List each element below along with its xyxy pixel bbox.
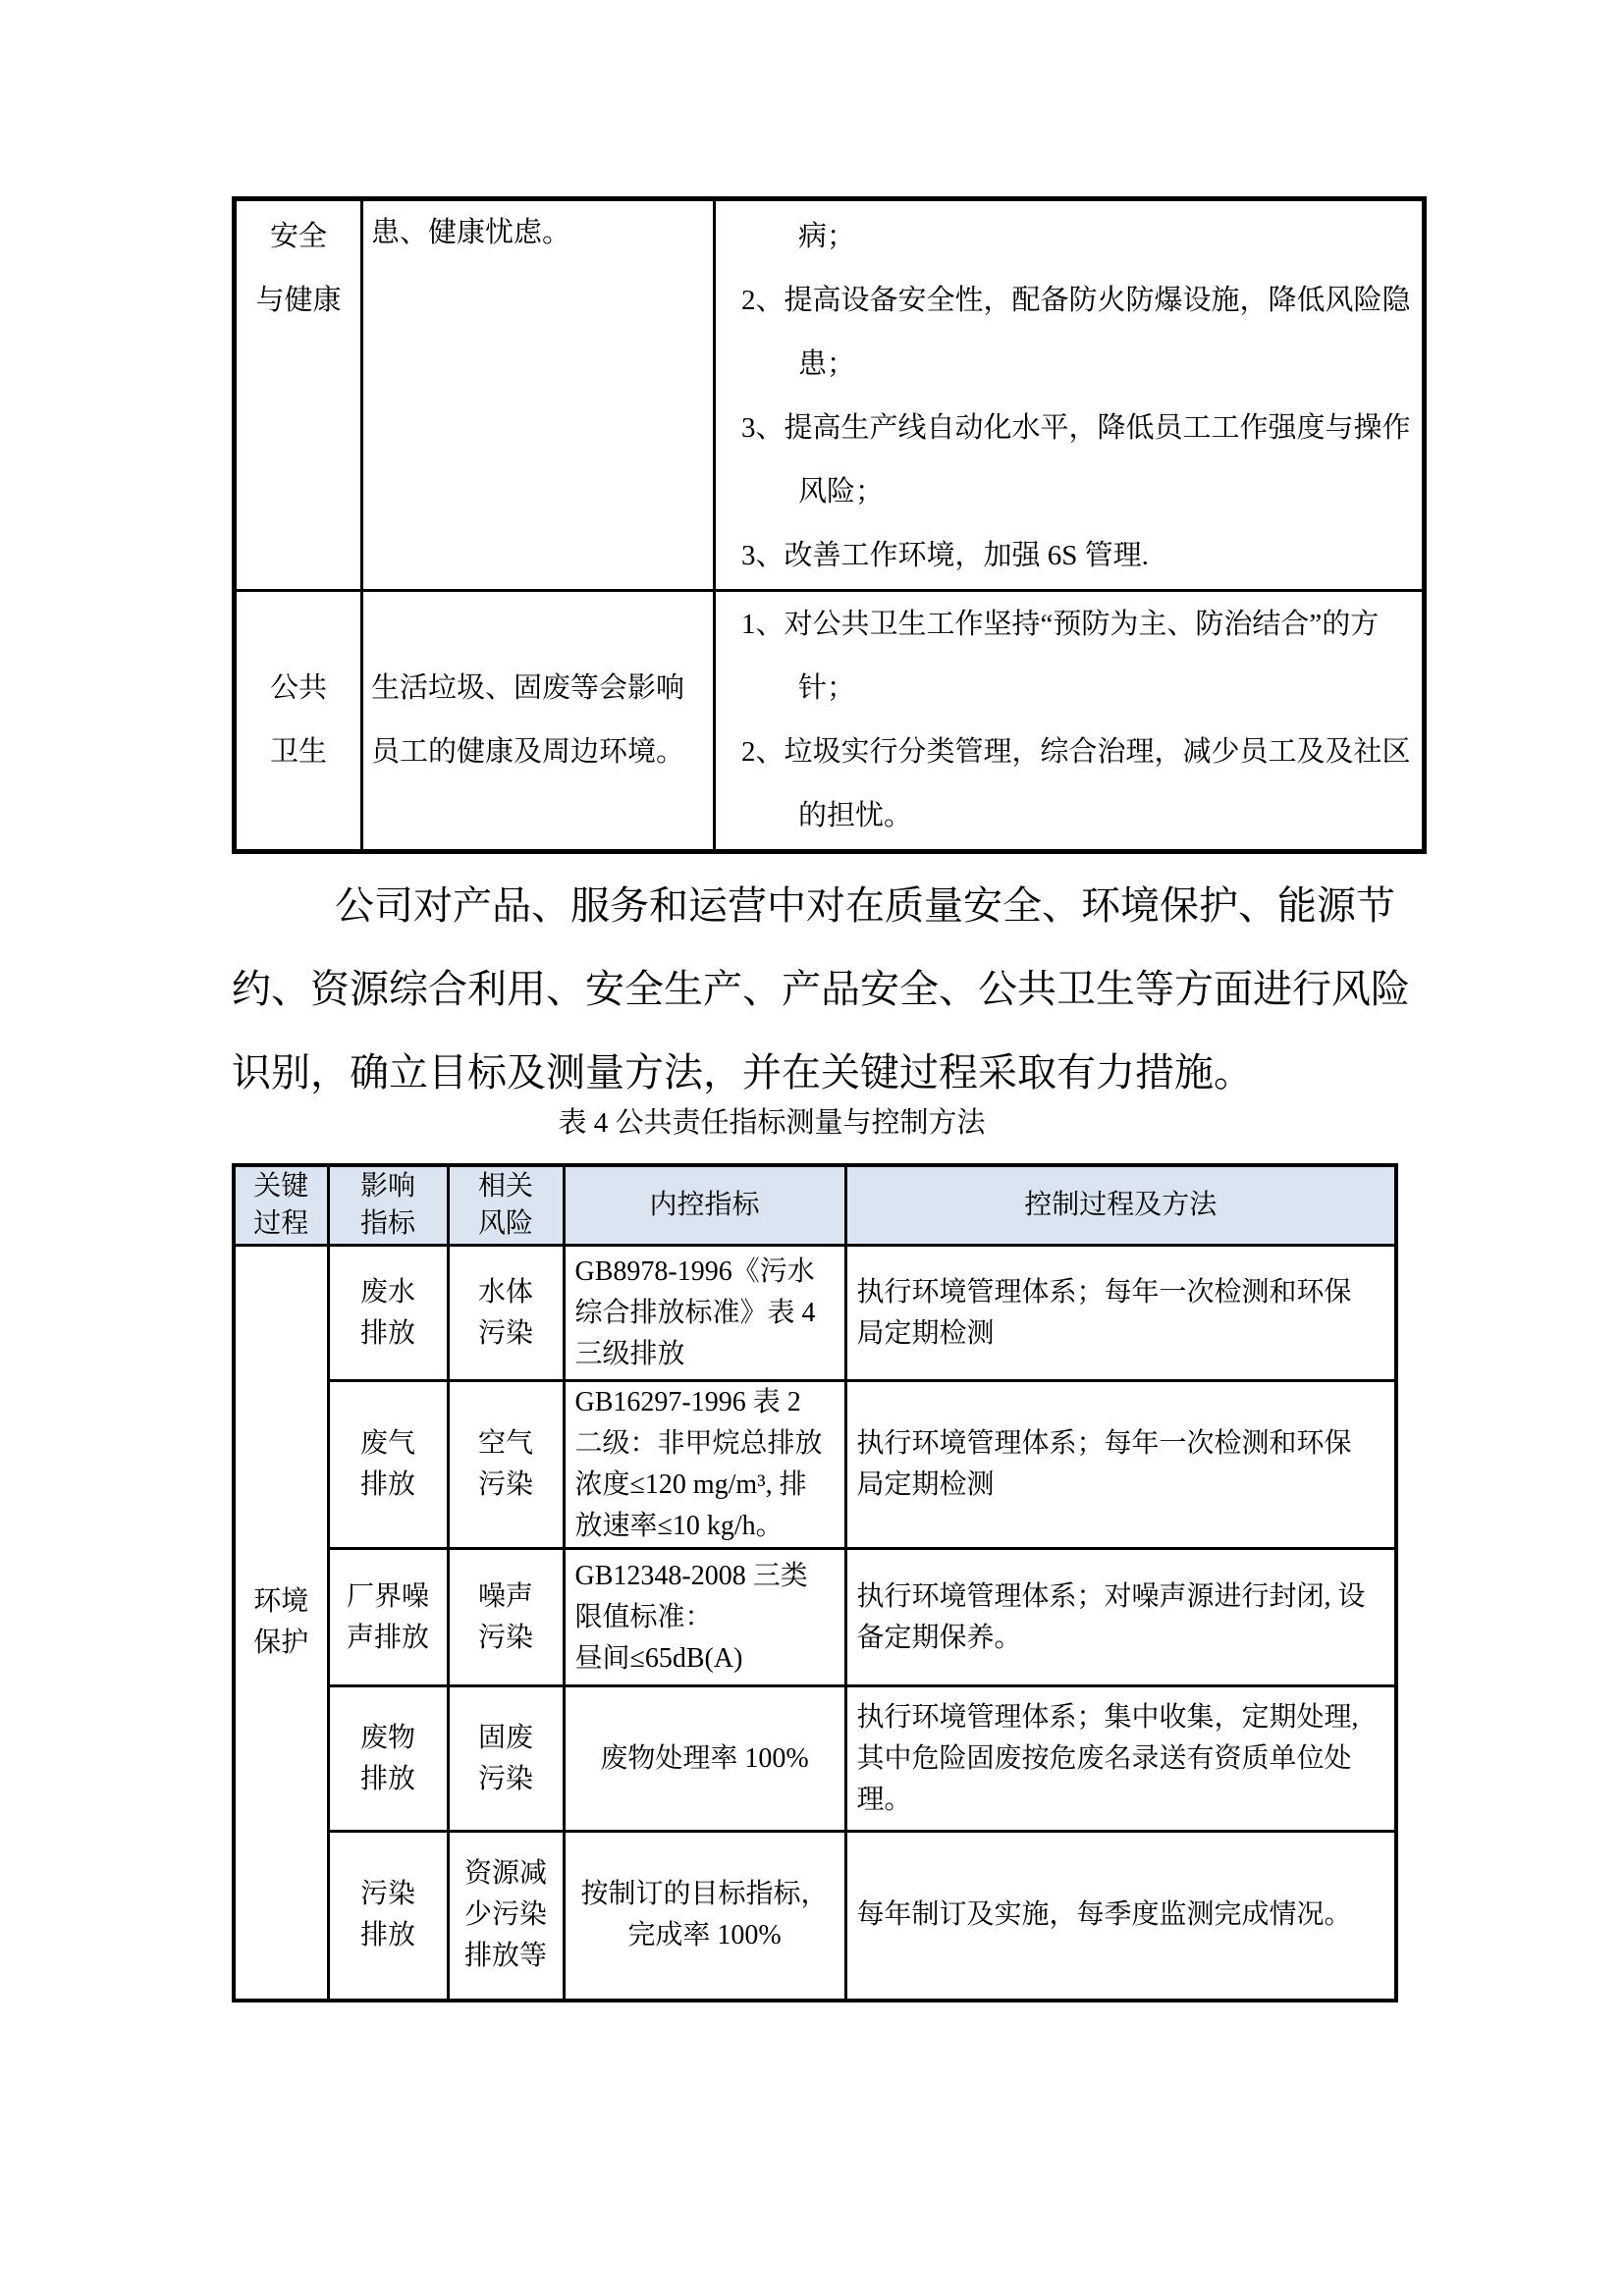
indicator-cell: GB12348-2008 三类 限值标准： 昼间≤65dB(A) [564,1549,845,1686]
impact-cell: 废水 排放 [328,1246,448,1381]
risk-measures-cell [715,591,1425,852]
impact-cell: 废气 排放 [328,1381,448,1549]
body-paragraph [232,864,1426,1114]
table-caption: 表 4 公共责任指标测量与控制方法 [558,1107,986,1139]
risk-impact-cell [362,591,715,852]
measure-line: 2、提高设备安全性，配备防火防爆设施，降低风险隐 [741,285,1411,316]
control-cell: 执行环境管理体系；每年一次检测和环保 局定期检测 [845,1246,1396,1381]
risk-category-safety-health [235,199,362,591]
table-row [234,1686,1396,1832]
header-control-process-method: 控制过程及方法 [845,1165,1396,1246]
risk-category-public-hygiene [235,591,362,852]
paragraph-line: 约、资源综合利用、安全生产、产品安全、公共卫生等方面进行风险 [232,967,1410,1011]
measure-line: 2、垃圾实行分类管理，综合治理，减少员工及及社区 [741,736,1411,768]
paragraph-line: 公司对产品、服务和运营中对在质量安全、环境保护、能源节 [335,883,1395,928]
category-text: 公共 卫生 [269,672,327,768]
risk-cell: 水体 污染 [448,1246,564,1381]
measure-line: 患； [798,348,856,380]
measure-line: 病； [798,221,856,252]
risk-cell: 空气 污染 [448,1381,564,1549]
control-cell: 执行环境管理体系；每年一次检测和环保 局定期检测 [845,1381,1396,1549]
control-cell: 执行环境管理体系；对噪声源进行封闭, 设 备定期保养。 [845,1549,1396,1686]
impact-cell: 厂界噪 声排放 [328,1549,448,1686]
indicator-cell: 按制订的目标指标， 完成率 100% [564,1832,845,2001]
indicator-cell: GB16297-1996 表 2 二级：非甲烷总排放 浓度≤120 mg/m³, 排 放速率≤10 kg/h。 [564,1381,845,1549]
key-process-environmental-protection: 环境 保护 [234,1246,328,2001]
table-row [234,1832,1396,2001]
control-cell: 执行环境管理体系；集中收集，定期处理, 其中危险固废按危废名录送有资质单位处 理。 [845,1686,1396,1832]
table-header-row [234,1165,1396,1246]
paragraph-line: 识别，确立目标及测量方法，并在关键过程采取有力措施。 [232,1050,1253,1095]
header-related-risk: 相关 风险 [448,1165,564,1246]
table-row [234,1549,1396,1686]
risk-measures-cell [715,199,1425,591]
control-methods-table [232,1163,1398,2002]
indicator-cell: GB8978-1996《污水 综合排放标准》表 4 三级排放 [564,1246,845,1381]
header-impact-indicator: 影响 指标 [328,1165,448,1246]
table-row [234,1381,1396,1549]
control-cell: 每年制订及实施，每季度监测完成情况。 [845,1832,1396,2001]
impact-cell: 污染 排放 [328,1832,448,2001]
impact-text: 患、健康忧虑。 [371,217,571,248]
category-text: 安全 与健康 [255,221,342,316]
measure-line: 3、改善工作环境，加强 6S 管理. [741,540,1149,571]
risk-cell: 资源减 少污染 排放等 [448,1832,564,2001]
table-row [235,591,1425,852]
header-internal-control-indicator: 内控指标 [564,1165,845,1246]
header-key-process: 关键 过程 [234,1165,328,1246]
impact-text: 生活垃圾、固废等会影响 员工的健康及周边环境。 [371,672,685,768]
table-row [235,199,1425,591]
table-row [234,1246,1396,1381]
measure-line: 针； [798,672,856,704]
measure-line: 风险； [798,476,885,507]
risk-table [232,196,1427,854]
measure-line: 3、提高生产线自动化水平，降低员工工作强度与操作 [741,412,1411,444]
indicator-cell: 废物处理率 100% [564,1686,845,1832]
risk-impact-cell [362,199,715,591]
impact-cell: 废物 排放 [328,1686,448,1832]
risk-cell: 固废 污染 [448,1686,564,1832]
measure-line: 1、对公共卫生工作坚持“预防为主、防治结合”的方 [741,609,1380,640]
risk-cell: 噪声 污染 [448,1549,564,1686]
measure-line: 的担忧。 [798,800,913,831]
